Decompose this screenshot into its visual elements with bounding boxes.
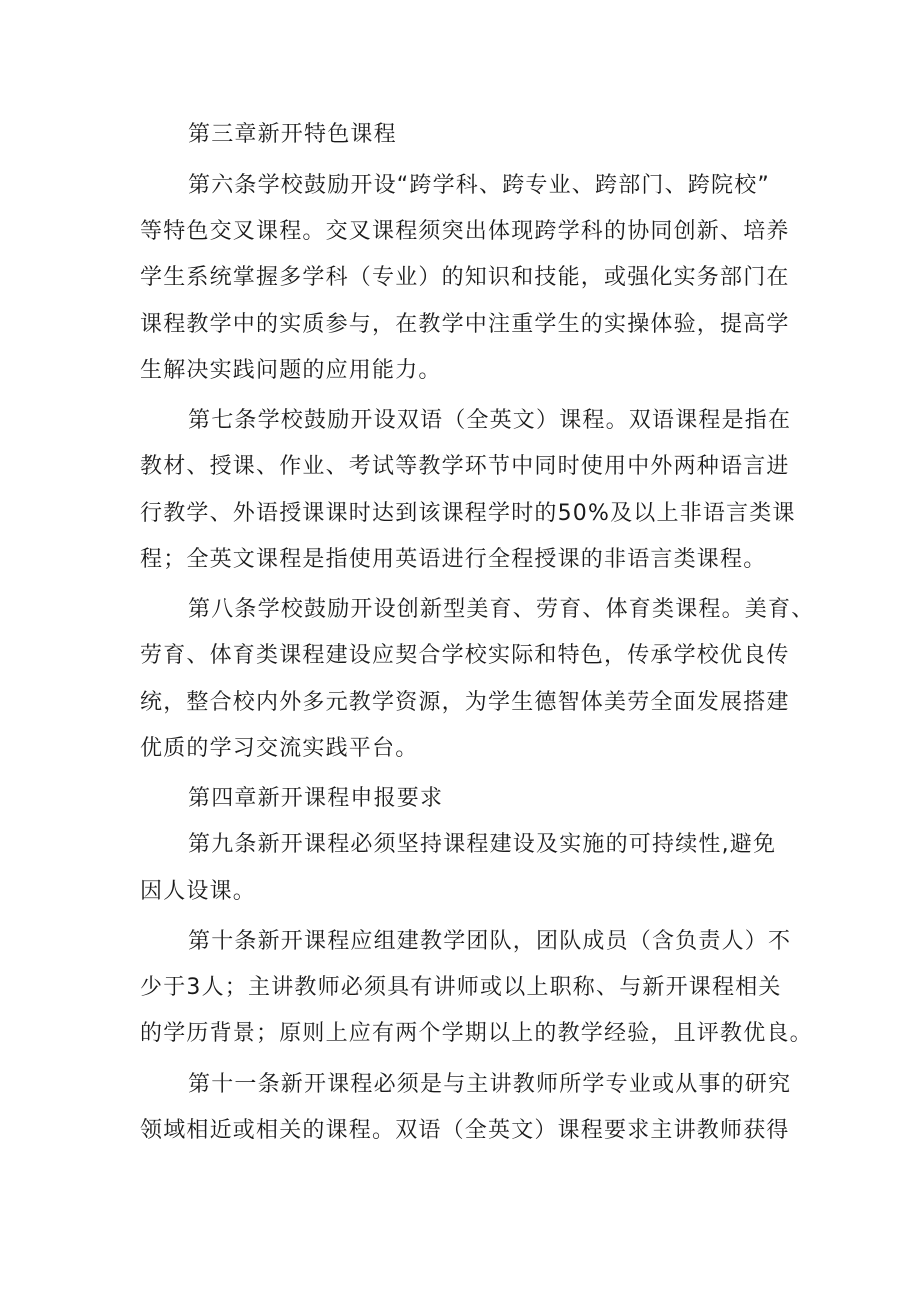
article-6-line-1: 第六条学校鼓励开设“跨学科、跨专业、跨部门、跨院校” (188, 173, 770, 198)
article-6-line-4: 课程教学中的实质参与，在教学中注重学生的实操体验，提高学 (140, 312, 790, 337)
article-11-line-1: 第十一条新开课程必须是与主讲教师所学专业或从事的研究 (188, 1072, 792, 1097)
article-10-line-3: 的学历背景；原则上应有两个学期以上的教学经验，且评教优良。 (140, 1021, 813, 1046)
article-7-line-3: 行教学、外语授课课时达到该课程学时的50%及以上非语言类课 (140, 501, 796, 526)
article-10-line-1: 第十条新开课程应组建教学团队，团队成员（含负责人）不 (188, 929, 792, 954)
article-7-line-1: 第七条学校鼓励开设双语（全英文）课程。双语课程是指在 (188, 408, 792, 433)
article-10-line-2: 少于3人；主讲教师必须具有讲师或以上职称、与新开课程相关 (140, 975, 782, 1000)
article-7-line-2: 教材、授课、作业、考试等教学环节中同时使用中外两种语言进 (140, 454, 790, 479)
article-11-line-2: 领域相近或相关的课程。双语（全英文）课程要求主讲教师获得 (140, 1118, 790, 1143)
article-8-line-4: 优质的学习交流实践平台。 (140, 736, 419, 761)
article-8-line-3: 统，整合校内外多元教学资源，为学生德智体美劳全面发展搭建 (140, 690, 790, 715)
chapter-4-heading: 第四章新开课程申报要求 (188, 786, 444, 811)
chapter-3-heading: 第三章新开特色课程 (188, 122, 397, 147)
article-8-line-2: 劳育、体育类课程建设应契合学校实际和特色，传承学校优良传 (140, 643, 790, 668)
article-6-line-5: 生解决实践问题的应用能力。 (140, 358, 442, 383)
article-6-line-2: 等特色交叉课程。交叉课程须突出体现跨学科的协同创新、培养 (140, 219, 790, 244)
article-9-line-1: 第九条新开课程必须坚持课程建设及实施的可持续性,避免 (188, 832, 777, 857)
article-6-line-3: 学生系统掌握多学科（专业）的知识和技能，或强化实务部门在 (140, 265, 790, 290)
article-8-line-1: 第八条学校鼓励开设创新型美育、劳育、体育类课程。美育、 (188, 597, 815, 622)
article-9-line-2: 因人设课。 (140, 879, 257, 904)
article-7-line-4: 程；全英文课程是指使用英语进行全程授课的非语言类课程。 (140, 547, 767, 572)
